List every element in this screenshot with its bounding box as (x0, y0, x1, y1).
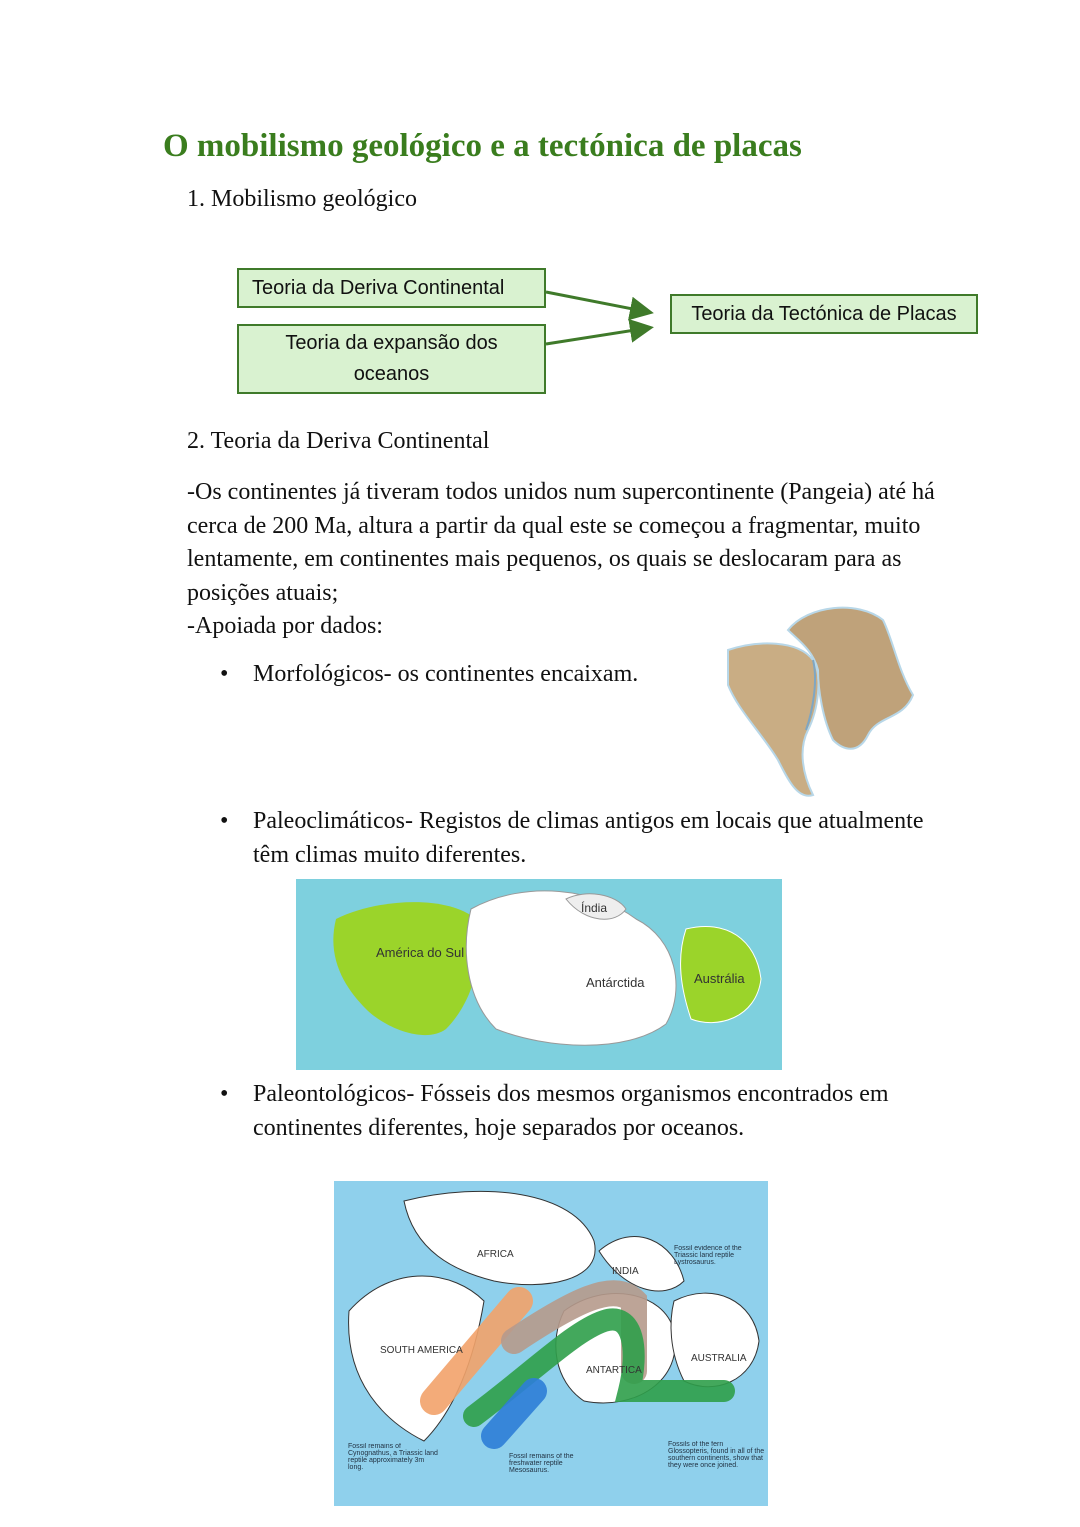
note-mesosaurus: Fossil remains of the freshwater reptile Mesosaurus. (509, 1453, 574, 1474)
box-tectonica-placas: Teoria da Tectónica de Placas (670, 294, 978, 334)
label-australia: Austrália (694, 971, 745, 986)
label-america-do-sul: América do Sul (376, 945, 465, 960)
section-heading-1: 1. Mobilismo geológico (187, 186, 417, 212)
label-africa: AFRICA (477, 1249, 514, 1260)
bullet-paleontologicos: • Paleontológicos- Fósseis dos mesmos organismos encontrados em continentes diferentes, hoje separados por oceanos. (220, 1081, 889, 1141)
note-lystrosaurus: Fossil evidence of the Triassic land reptile Lystrosaurus. (674, 1245, 742, 1266)
label-india: Índia (581, 901, 608, 915)
note-cynognathus: Fossil remains of Cynognathus, a Triassic land reptile approximately 3m long. (348, 1443, 438, 1471)
continent-fit-image (718, 600, 918, 810)
note-glossopteris: Fossils of the fern Glossopteris, found in all of the southern continents, show that they were once joined. (668, 1441, 765, 1469)
section-heading-2: 2. Teoria da Deriva Continental (187, 428, 490, 454)
label-south-america: SOUTH AMERICA (380, 1345, 463, 1356)
bullet-morfologicos: • Morfológicos- os continentes encaixam. (220, 661, 639, 687)
label-india: INDIA (612, 1266, 639, 1277)
label-antarctida: Antárctida (586, 975, 645, 990)
label-australia: AUSTRALIA (691, 1353, 747, 1364)
box-deriva-continental: Teoria da Deriva Continental (237, 268, 546, 308)
diagram-arrows (540, 280, 670, 360)
support-text: -Apoiada por dados: (187, 613, 383, 639)
arrow-1 (546, 292, 648, 312)
paleoclimate-map (296, 879, 782, 1070)
fossil-map (334, 1181, 768, 1506)
box-expansao-oceanos: Teoria da expansão dos oceanos (237, 324, 546, 394)
bullet-paleoclimaticos: • Paleoclimáticos- Registos de climas antigos em locais que atualmente têm climas muito diferentes. (220, 808, 924, 868)
pangeia-text: -Os continentes já tiveram todos unidos num supercontinente (Pangeia) até há cerca de 200 Ma, altura a partir da qual este se começou a fragmentar, muito lentamente, em continentes mais pequenos, os quais se deslocaram para as posições atuais; (187, 479, 935, 606)
arrow-2 (546, 328, 648, 344)
label-antartica: ANTARTICA (586, 1365, 642, 1376)
page-title: O mobilismo geológico e a tectónica de placas (163, 128, 802, 164)
